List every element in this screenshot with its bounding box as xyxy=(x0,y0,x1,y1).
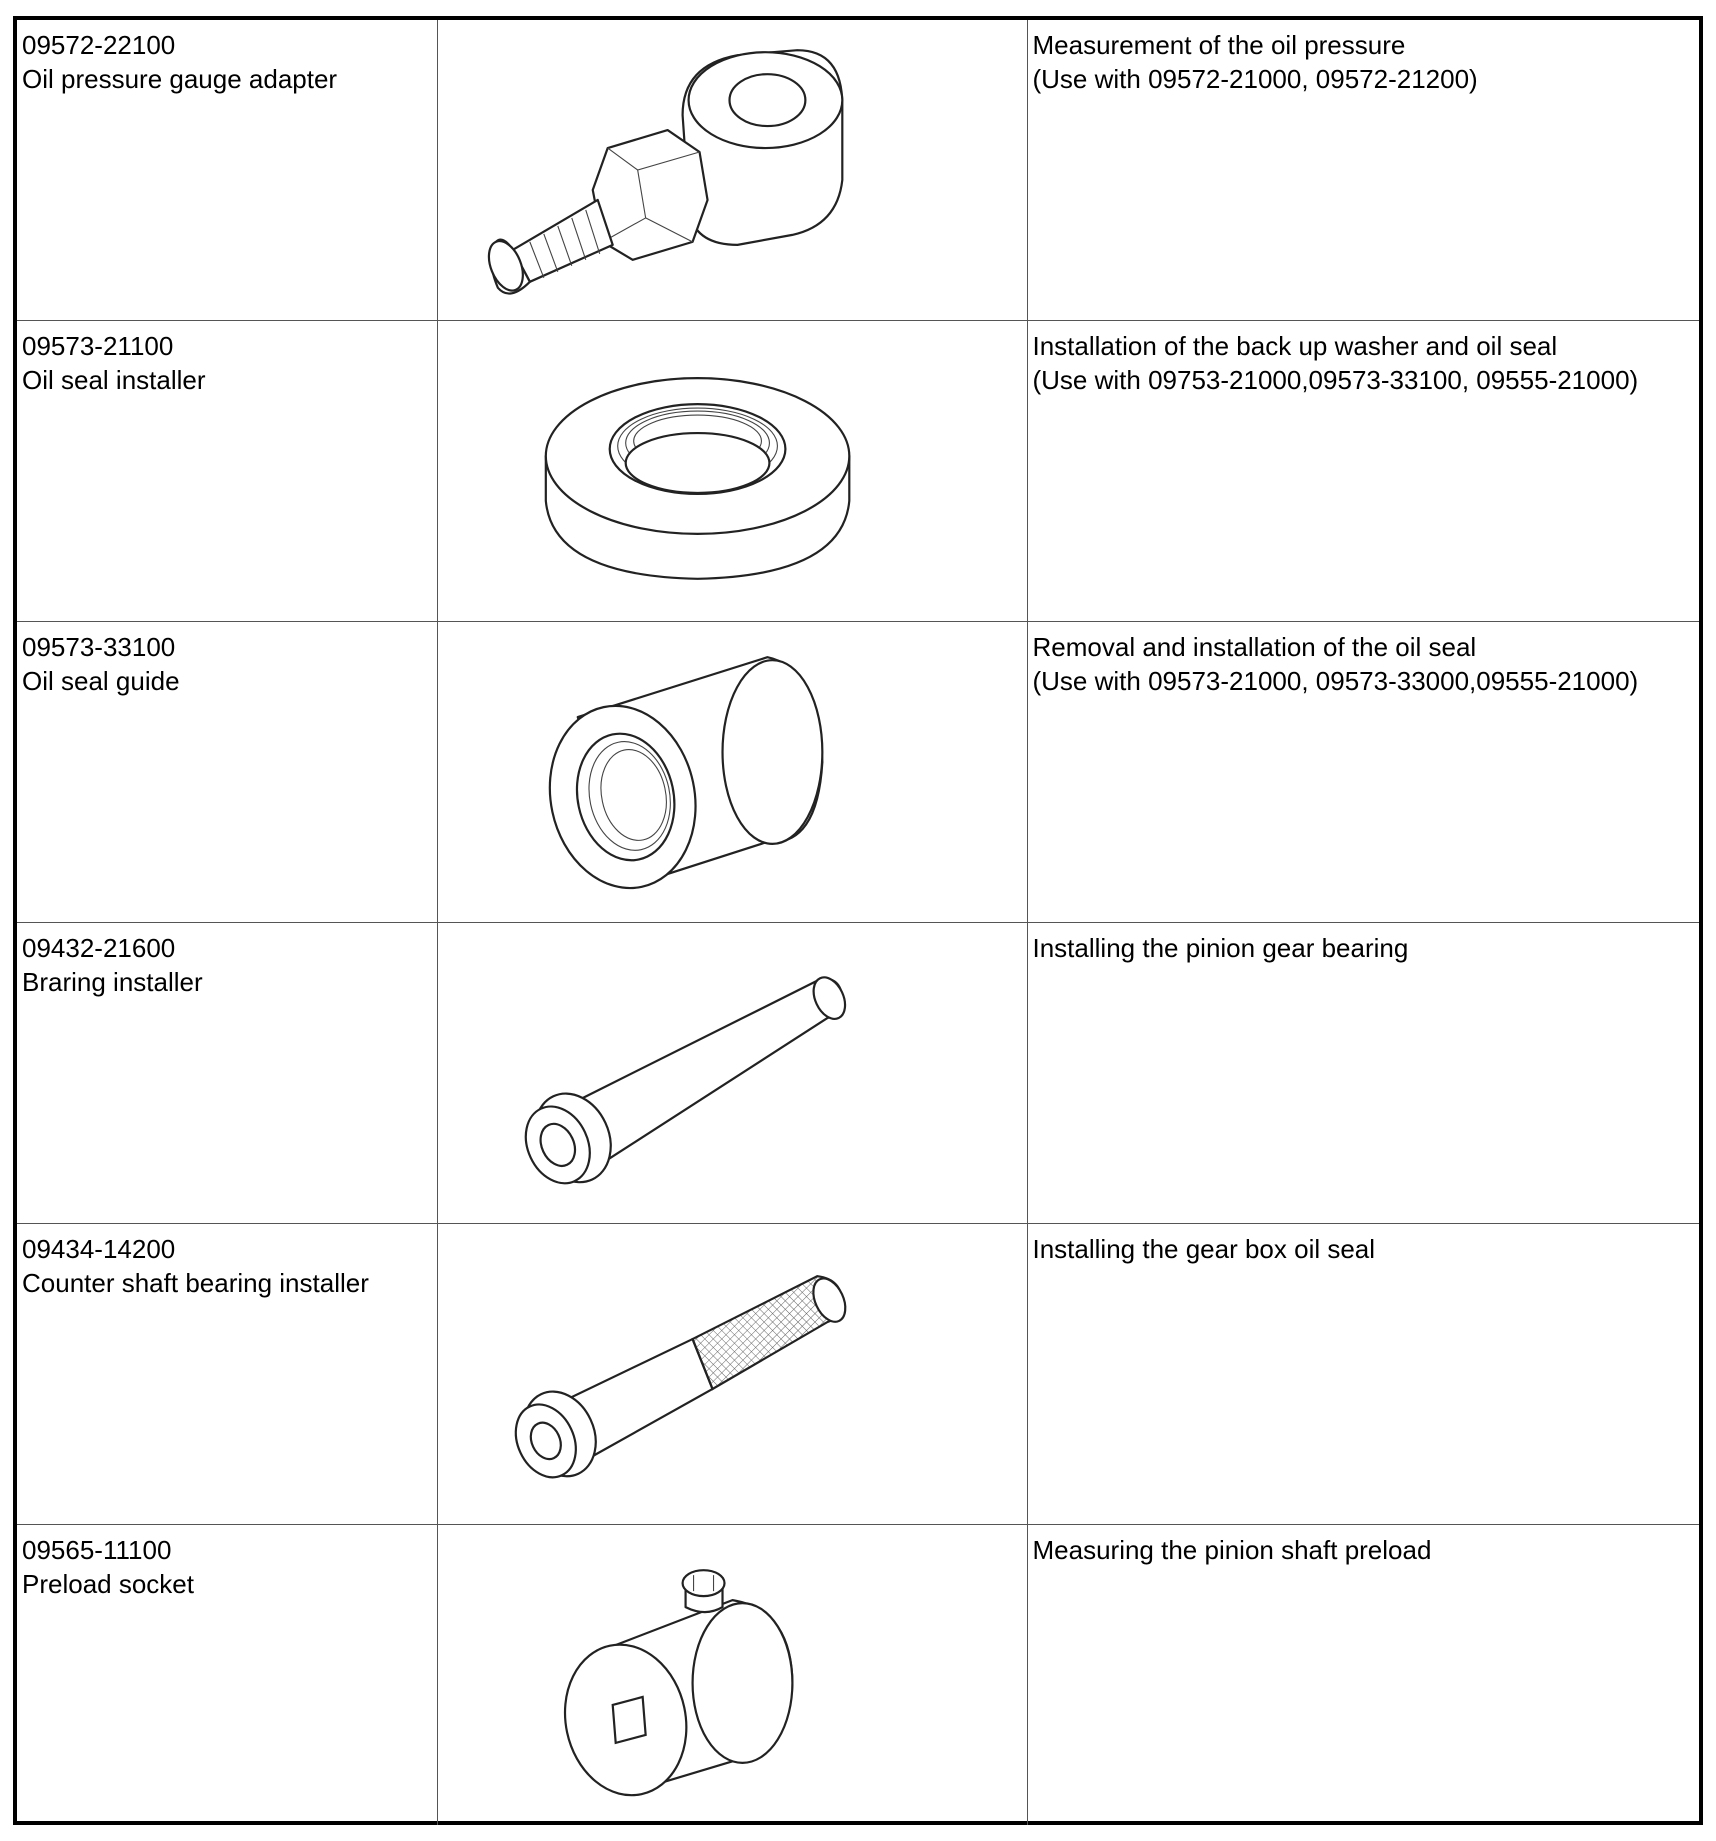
usage-text: Installing the pinion gear bearing xyxy=(1032,933,1409,963)
usage-text: Removal and installation of the oil seal xyxy=(1032,632,1477,662)
part-number: 09432-21600 xyxy=(22,933,176,963)
special-tools-table xyxy=(17,20,1699,1825)
usage-text: Measurement of the oil pressure xyxy=(1032,30,1406,60)
illustration-cell xyxy=(437,1224,1027,1525)
tool-id-cell xyxy=(17,923,437,1224)
tool-id-cell xyxy=(17,1525,437,1826)
usage-note: (Use with 09572-21000, 09572-21200) xyxy=(1032,64,1478,94)
illustration-cell xyxy=(437,622,1027,923)
preload-socket-icon xyxy=(438,1525,1027,1825)
usage-cell xyxy=(1027,20,1699,321)
bearing-installer-icon xyxy=(438,923,1027,1223)
seal-guide-icon xyxy=(438,622,1027,922)
tool-name: Oil pressure gauge adapter xyxy=(22,64,338,94)
usage-note: (Use with 09753-21000,09573-33100, 09555-21000) xyxy=(1032,365,1639,395)
tool-name: Oil seal guide xyxy=(22,666,180,696)
knurled-installer-icon xyxy=(438,1224,1027,1524)
tool-name: Counter shaft bearing installer xyxy=(22,1268,369,1298)
part-number: 09572-22100 xyxy=(22,30,176,60)
part-number: 09573-33100 xyxy=(22,632,176,662)
tool-id-cell xyxy=(17,20,437,321)
table-row xyxy=(17,1224,1699,1525)
usage-cell xyxy=(1027,321,1699,622)
usage-text: Installing the gear box oil seal xyxy=(1032,1234,1376,1264)
usage-cell xyxy=(1027,1525,1699,1826)
illustration-cell xyxy=(437,1525,1027,1826)
banjo-adapter-icon xyxy=(438,20,1027,320)
tool-name: Braring installer xyxy=(22,967,203,997)
tool-id-cell xyxy=(17,321,437,622)
usage-cell xyxy=(1027,923,1699,1224)
part-number: 09565-11100 xyxy=(22,1535,172,1565)
table-row xyxy=(17,923,1699,1224)
tool-id-cell xyxy=(17,622,437,923)
usage-note: (Use with 09573-21000, 09573-33000,09555-21000) xyxy=(1032,666,1639,696)
table-row xyxy=(17,321,1699,622)
usage-cell xyxy=(1027,1224,1699,1525)
illustration-cell xyxy=(437,20,1027,321)
illustration-cell xyxy=(437,321,1027,622)
part-number: 09434-14200 xyxy=(22,1234,176,1264)
tool-name: Preload socket xyxy=(22,1569,194,1599)
illustration-cell xyxy=(437,923,1027,1224)
ring-installer-icon xyxy=(438,321,1027,621)
table-row xyxy=(17,1525,1699,1826)
table-row xyxy=(17,20,1699,321)
tool-name: Oil seal installer xyxy=(22,365,206,395)
usage-cell xyxy=(1027,622,1699,923)
part-number: 09573-21100 xyxy=(22,331,174,361)
usage-text: Installation of the back up washer and oil seal xyxy=(1032,331,1558,361)
special-tools-sheet xyxy=(13,16,1703,1825)
tool-id-cell xyxy=(17,1224,437,1525)
table-row xyxy=(17,622,1699,923)
usage-text: Measuring the pinion shaft preload xyxy=(1032,1535,1432,1565)
